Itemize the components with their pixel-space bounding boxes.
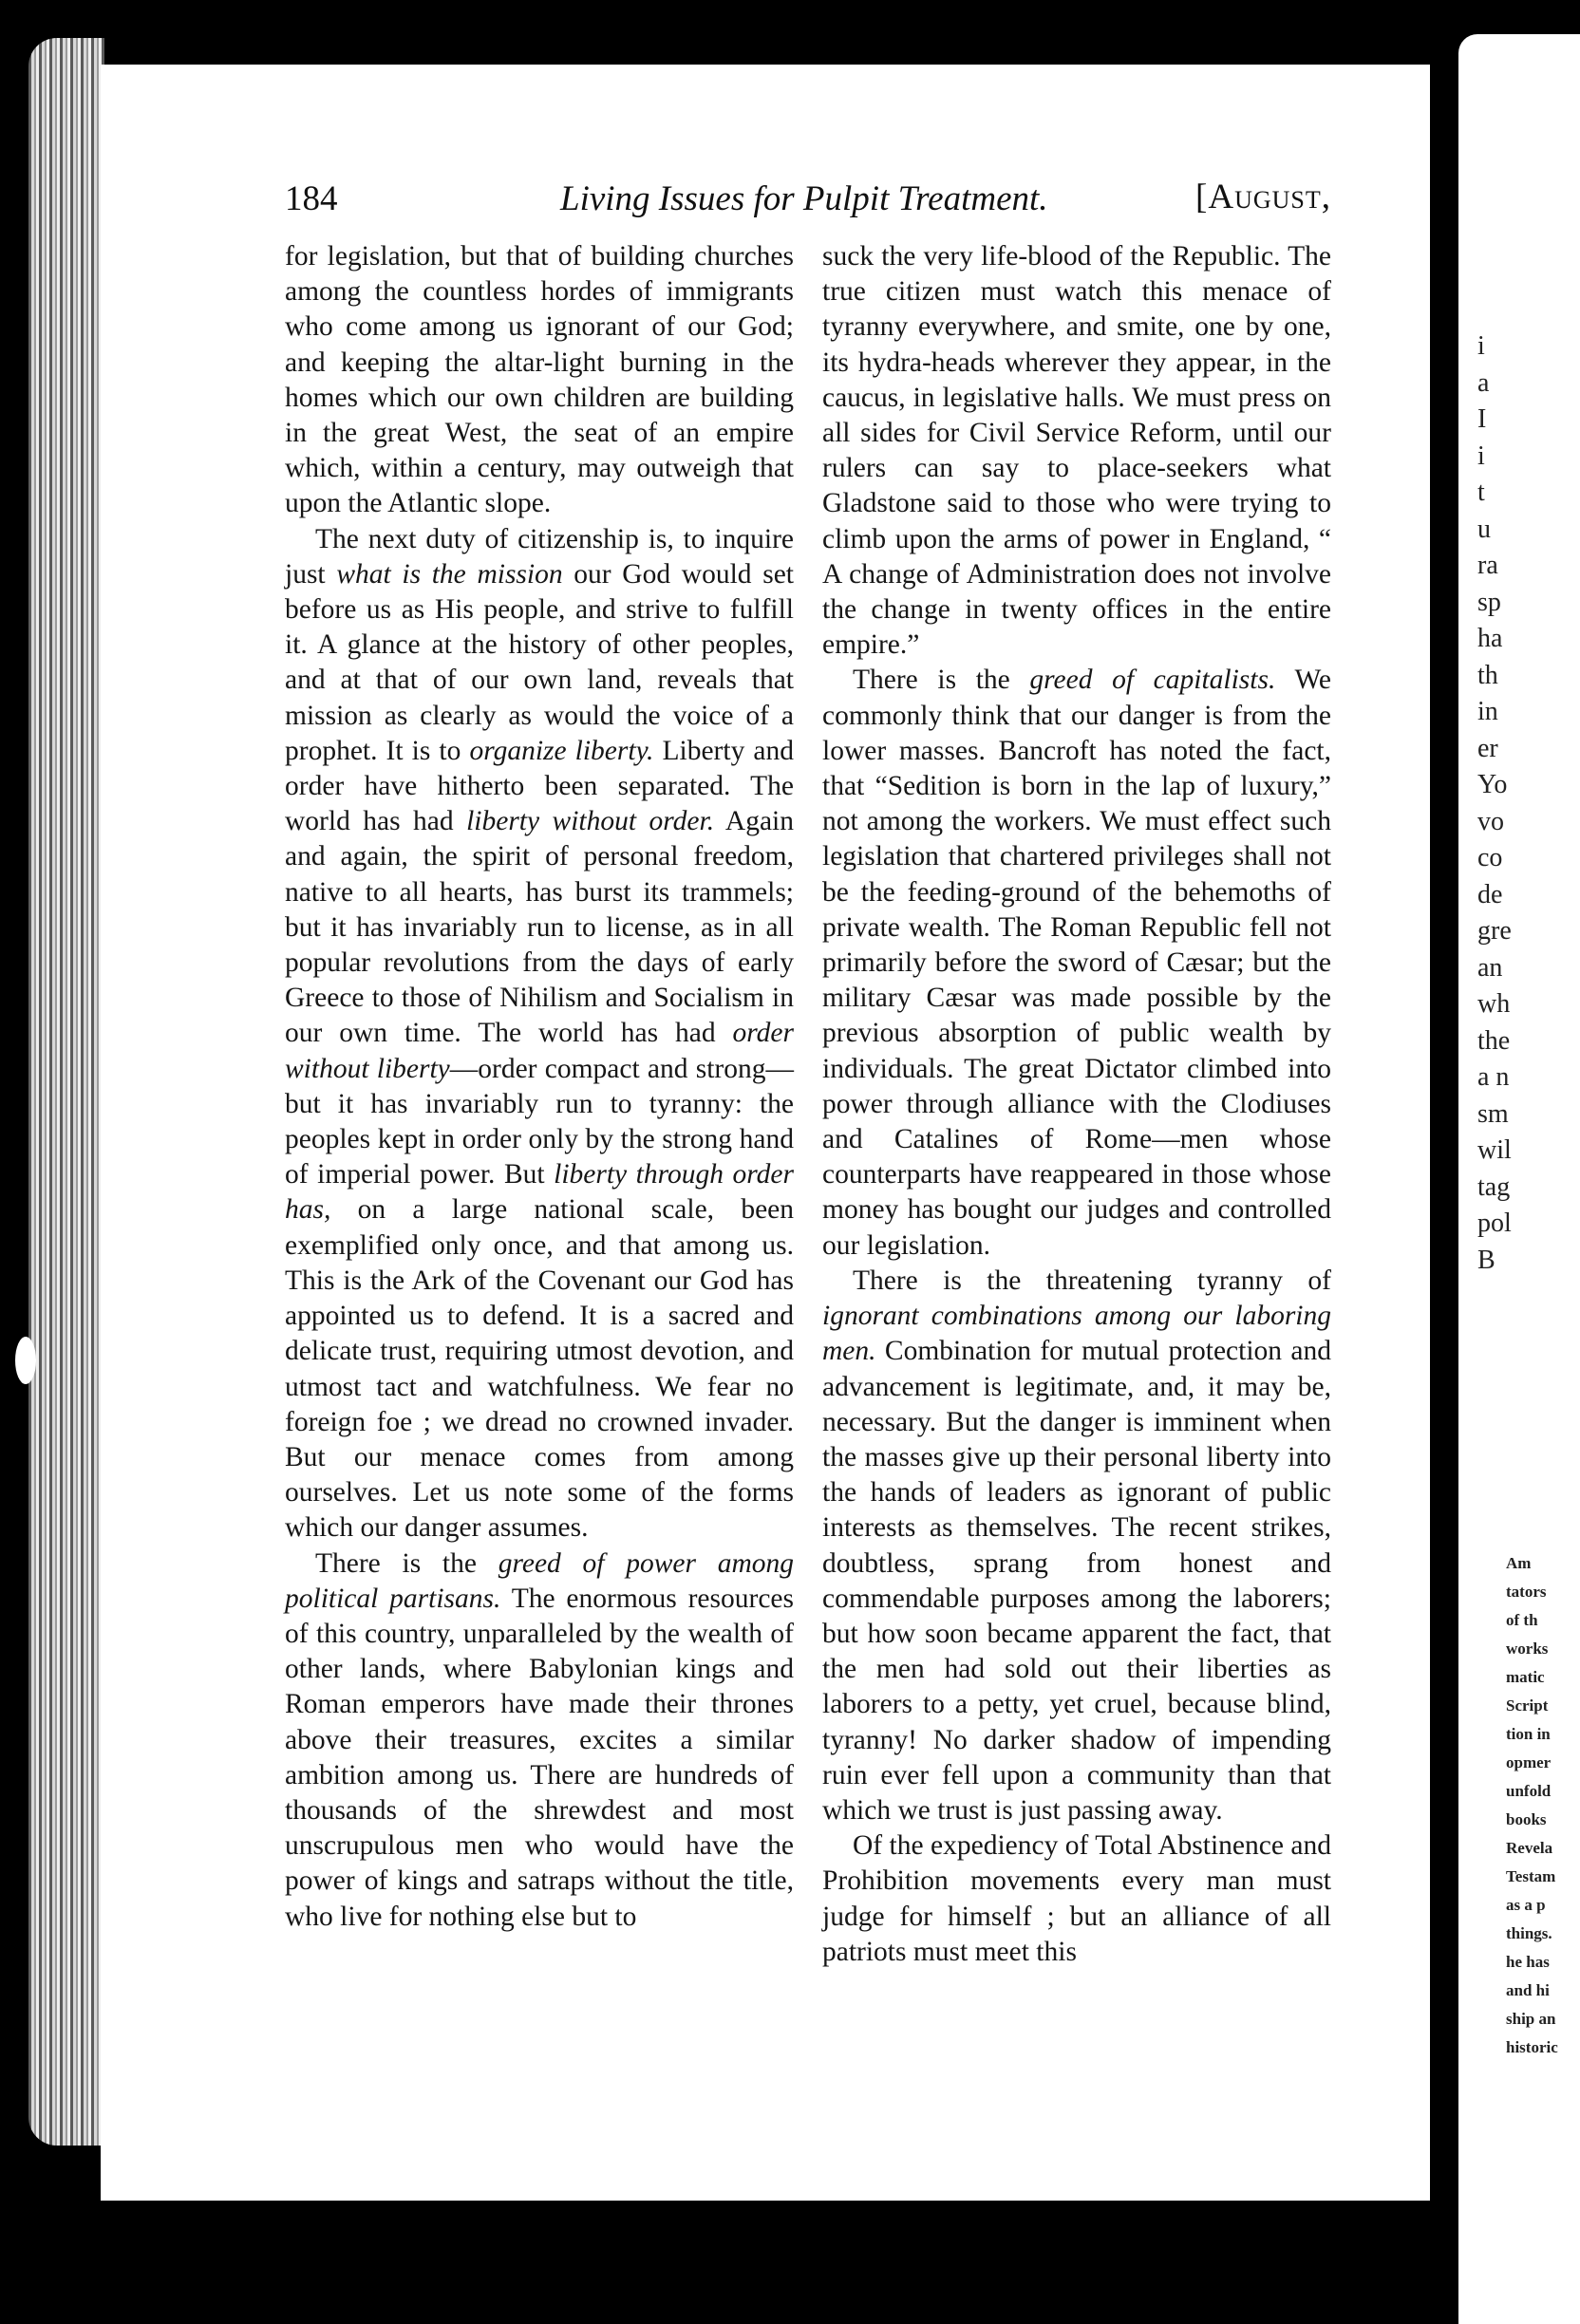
footnote-fragment: as a p: [1506, 1896, 1546, 1914]
footnote-fragment: matic: [1506, 1668, 1545, 1686]
footnote-fragment: Testam: [1506, 1867, 1556, 1885]
facing-fragment: u: [1477, 514, 1491, 544]
footnote-fragment: books: [1506, 1810, 1547, 1828]
footnote-fragment: things.: [1506, 1924, 1552, 1942]
facing-fragment: an: [1477, 952, 1503, 983]
facing-footnote: [1506, 1549, 1580, 2062]
facing-fragment: wil: [1477, 1135, 1512, 1165]
footnote-fragment: historic: [1506, 2038, 1558, 2056]
running-header: [285, 171, 1331, 228]
footnote-fragment: Script: [1506, 1696, 1549, 1715]
footnote-fragment: unfold: [1506, 1782, 1552, 1800]
footnote-fragment: he has: [1506, 1953, 1550, 1971]
facing-fragment: wh: [1477, 989, 1511, 1019]
facing-fragment: pol: [1477, 1209, 1512, 1238]
footnote-fragment: and hi: [1506, 1981, 1550, 1999]
footnote-fragment: of th: [1506, 1611, 1538, 1629]
facing-fragment: Yo: [1477, 770, 1508, 799]
paragraph: Of the expediency of Total Abstinence and Prohibition movements every man must judge for himself ; but an alliance of all patriots must meet this: [822, 1830, 1331, 1967]
facing-fragment: i: [1477, 440, 1485, 471]
paragraph: There is the greed of power among political partisans. The enormous resources of this country, unparalleled by the wealth of other lands, where Babylonian kings and Roman emperors have made their thrones above their treasures, excites a similar ambition among us. There are hundreds of thousands of the shrewdest and most unscrupulous men who would have the power of kings and satraps without the title, who live for nothing else but to: [285, 1547, 795, 1932]
paragraph: There is the threatening tyranny of ignorant combinations among our laboring men. Combination for mutual protection and advancement is legitimate, and, it may be, necessary. But the danger is imminent when the masses give up their personal liberty into the hands of leaders as ignorant of public interests as themselves. The recent strikes, doubtless, sprang from honest and commendable purposes among the laborers; but how soon became apparent the fact, that the men had sold out their liberties as laborers to a petty, yet cruel, because blind, tyranny! No darker shadow of impending ruin ever fell upon a community than that which we trust is just passing away.: [822, 1265, 1332, 1826]
facing-fragment: th: [1477, 660, 1498, 690]
facing-fragment: ha: [1477, 624, 1503, 653]
facing-fragment: t: [1477, 478, 1485, 507]
facing-fragment: er: [1477, 733, 1498, 763]
running-title: Living Issues for Pulpit Treatment.: [560, 179, 1048, 218]
paragraph: The next duty of citizenship is, to inquire just what is the mission our God would set before us as His people, and strive to fulfill it. A glance at the history of other peoples, and at that of our own land, reveals that mission as clearly as would the voice of a prophet. It is to organize liberty. Liberty and order have hitherto been separated. The world has had liberty without order. Again and again, the spirit of personal freedom, native to all hearts, has burst its trammels; but it has invariably run to license, as in all popular revolutions from the days of early Greece to those of Nihilism and Socialism in our own time. The world has had order without liberty—order compact and strong—but it has invariably run to tyranny: the peoples kept in order only by the strong hand of imperial power. But liberty through order has, on a large national scale, been exemplified only once, and that among us. This is the Ark of the Covenant our God has appointed us to defend. It is a sacred and delicate trust, requiring utmost devotion, and utmost tact and watchfulness. We fear no foreign foe ; we dread no crowned invader. But our menace comes from among ourselves. Let us note some of the forms which our danger assumes.: [285, 523, 795, 1544]
book-page-edges: [28, 38, 104, 2146]
facing-page: [1458, 34, 1580, 2324]
header-month: [August,: [1195, 178, 1331, 216]
facing-fragment: tag: [1477, 1171, 1511, 1202]
facing-page-text: [1477, 328, 1580, 1279]
facing-fragment: a n: [1477, 1062, 1510, 1092]
paragraph: for legislation, but that of building churches among the countless hordes of immigrants who come among us ignorant of our God; and keeping the altar-light burning in the homes which our own children are building in the great West, the seat of an empire which, within a century, may outweigh that upon the Atlantic slope.: [285, 241, 794, 519]
paragraph: There is the greed of capitalists. We commonly think that our danger is from the lower masses. Bancroft has noted the fact, that “Sedition is born in the lap of luxury,” not among the workers. We must effect such legislation that chartered privileges shall not be the feeding-ground of the behemoths of private wealth. The Roman Republic fell not primarily before the sword of Cæsar; but the military Cæsar was made possible by the previous absorption of public wealth by individuals. The great Dictator climbed into power through alliance with the Clodiuses and Catalines of Rome—men whose counterparts have reappeared in those whose money has bought our judges and controlled our legislation.: [822, 665, 1332, 1261]
facing-fragment: I: [1477, 404, 1487, 434]
paragraph: suck the very life-blood of the Republic. The true citizen must watch this menace of tyranny everywhere, and smite, one by one, its hydra-heads wherever they appear, in the caucus, in legislative halls. We must press on all sides for Civil Service Reform, until our rulers can say to place-seekers what Gladstone said to those who were trying to climb upon the arms of power in England, “ A change of Administration does not involve the change in twenty offices in the entire empire.”: [822, 241, 1331, 661]
facing-fragment: sm: [1477, 1098, 1509, 1129]
footnote-fragment: opmer: [1506, 1753, 1552, 1771]
facing-fragment: sp: [1477, 587, 1501, 617]
facing-fragment: co: [1477, 843, 1503, 872]
footnote-fragment: works: [1506, 1640, 1549, 1658]
right-column: [822, 239, 1331, 2138]
facing-fragment: a: [1477, 367, 1490, 398]
facing-fragment: ra: [1477, 551, 1498, 580]
facing-fragment: vo: [1477, 806, 1504, 836]
facing-fragment: de: [1477, 879, 1503, 909]
facing-fragment: gre: [1477, 916, 1512, 946]
footnote-fragment: Revela: [1506, 1839, 1553, 1857]
footnote-fragment: tators: [1506, 1583, 1547, 1601]
facing-fragment: B: [1477, 1245, 1495, 1275]
facing-fragment: the: [1477, 1025, 1511, 1056]
facing-fragment: i: [1477, 331, 1485, 361]
footnote-fragment: tion in: [1506, 1725, 1551, 1743]
footnote-fragment: ship an: [1506, 2010, 1556, 2028]
page-number: 184: [285, 179, 338, 218]
left-column: [285, 239, 794, 2138]
facing-fragment: in: [1477, 697, 1498, 726]
binding-notch: [15, 1337, 36, 1384]
footnote-fragment: Am: [1506, 1554, 1532, 1572]
